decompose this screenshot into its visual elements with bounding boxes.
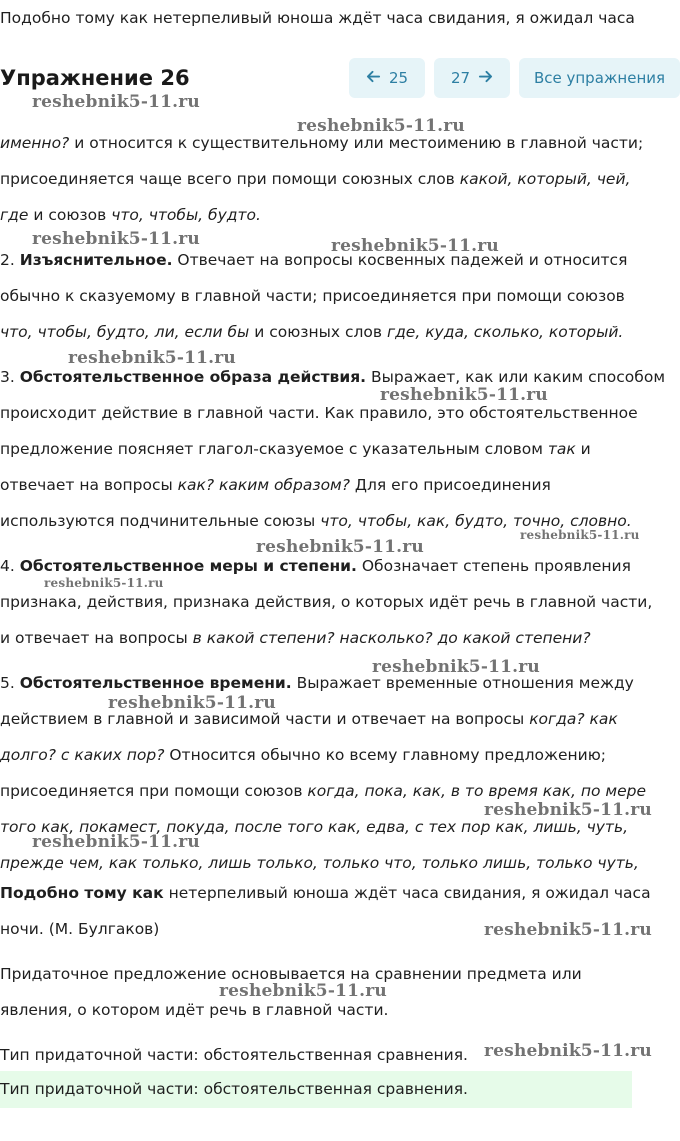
exercise-title: Упражнение 26 <box>0 66 190 90</box>
text-line: 4. Обстоятельственное меры и степени. Обозначает степень проявления <box>0 557 631 575</box>
watermark: reshebnik5-11.ru <box>297 116 465 136</box>
text-line: предложение поясняет глагол-сказуемое с указательным словом так и <box>0 440 591 458</box>
watermark: reshebnik5-11.ru <box>32 229 200 249</box>
text-line: где и союзов что, чтобы, будто. <box>0 206 261 224</box>
prev-exercise-button[interactable] <box>349 58 425 98</box>
watermark: reshebnik5-11.ru <box>32 832 200 852</box>
text-line: явления, о котором идёт речь в главной части. <box>0 1001 389 1019</box>
all-exercises-button[interactable]: Все упражнения <box>519 58 680 98</box>
watermark: reshebnik5-11.ru <box>380 385 548 405</box>
text-line: 5. Обстоятельственное времени. Выражает временные отношения между <box>0 674 634 692</box>
watermark: reshebnik5-11.ru <box>68 348 236 368</box>
watermark: reshebnik5-11.ru <box>256 537 424 557</box>
watermark: reshebnik5-11.ru <box>108 693 276 713</box>
text-line: действием в главной и зависимой части и отвечает на вопросы когда? как <box>0 710 618 728</box>
type-statement: Тип придаточной части: обстоятельственная сравнения. <box>0 1046 468 1064</box>
watermark: reshebnik5-11.ru <box>331 236 499 256</box>
watermark: reshebnik5-11.ru <box>372 657 540 677</box>
watermark: reshebnik5-11.ru <box>44 576 164 590</box>
text-line: и отвечает на вопросы в какой степени? насколько? до какой степени? <box>0 629 591 647</box>
text-line: прежде чем, как только, лишь только, только что, только лишь, только чуть, <box>0 854 639 872</box>
text-line: что, чтобы, будто, ли, если бы и союзных слов где, куда, сколько, который. <box>0 323 624 341</box>
arrow-left-icon <box>366 69 381 88</box>
watermark: reshebnik5-11.ru <box>32 92 200 112</box>
text-line: присоединяется при помощи союзов когда, пока, как, в то время как, по мере <box>0 782 647 800</box>
watermark: reshebnik5-11.ru <box>484 920 652 940</box>
text-line: долго? с каких пор? Относится обычно ко всему главному предложению; <box>0 746 607 764</box>
watermark: reshebnik5-11.ru <box>484 1041 652 1061</box>
text-line: именно? и относится к существительному или местоимению в главной части; <box>0 134 644 152</box>
text-line: присоединяется чаще всего при помощи союзных слов какой, который, чей, <box>0 170 631 188</box>
text-line: 3. Обстоятельственное образа действия. Выражает, как или каким способом <box>0 368 666 386</box>
text-line: обычно к сказуемому в главной части; присоединяется при помощи союзов <box>0 287 625 305</box>
text-line: происходит действие в главной части. Как правило, это обстоятельственное <box>0 404 638 422</box>
top-text: Подобно тому как нетерпеливый юноша ждёт часа свидания, я ожидал часа <box>0 9 635 27</box>
arrow-right-icon <box>478 69 493 88</box>
watermark: reshebnik5-11.ru <box>520 528 640 542</box>
prev-exercise-label: 25 <box>388 69 409 87</box>
example-source: ночи. (М. Булгаков) <box>0 920 160 938</box>
next-exercise-label: 27 <box>450 69 471 87</box>
watermark: reshebnik5-11.ru <box>484 800 652 820</box>
text-line: используются подчинительные союзы что, чтобы, как, будто, точно, словно. <box>0 512 632 530</box>
text-line: признака, действия, признака действия, о которых идёт речь в главной части, <box>0 593 653 611</box>
text-line: 2. Изъяснительное. Отвечает на вопросы косвенных падежей и относится <box>0 251 628 269</box>
text-line: того как, покамест, покуда, после того как, едва, с тех пор как, лишь, чуть, <box>0 818 629 836</box>
watermark: reshebnik5-11.ru <box>219 981 387 1001</box>
text-line: Придаточное предложение основывается на сравнении предмета или <box>0 965 582 983</box>
next-exercise-button[interactable] <box>434 58 510 98</box>
text-line: отвечает на вопросы как? каким образом? Для его присоединения <box>0 476 551 494</box>
example-sentence: Подобно тому как нетерпеливый юноша ждёт часа свидания, я ожидал часа <box>0 884 651 902</box>
answer-box: Тип придаточной части: обстоятельственная сравнения. <box>0 1071 632 1108</box>
